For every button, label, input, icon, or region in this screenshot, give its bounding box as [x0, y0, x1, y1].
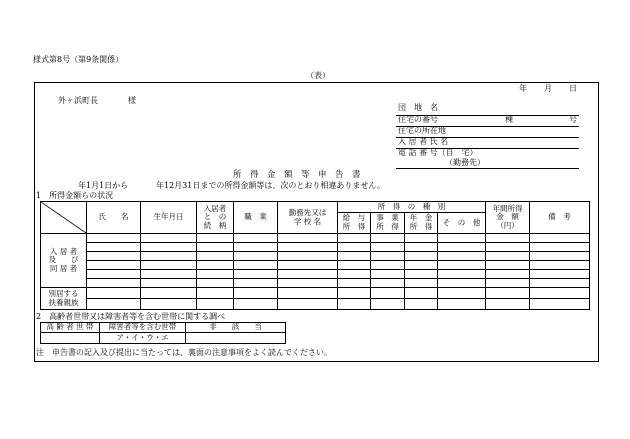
table-cell[interactable]: [234, 234, 278, 243]
table-cell[interactable]: [234, 288, 278, 299]
household-disabled-value[interactable]: ア・イ・ウ・エ: [100, 333, 186, 344]
date-month: 月: [544, 84, 552, 93]
table-cell[interactable]: [87, 243, 141, 252]
header-employer: 勤務先又は 学 校 名: [278, 202, 338, 234]
household-elderly-value[interactable]: [41, 333, 100, 344]
field-phone-line: [396, 168, 579, 169]
table-cell[interactable]: [197, 270, 234, 279]
header-other: そ の 他: [438, 213, 486, 234]
table-cell[interactable]: [438, 243, 486, 252]
intro-from: 年1月1日から: [78, 181, 129, 190]
table-cell[interactable]: [338, 252, 371, 261]
table-cell[interactable]: [338, 288, 371, 299]
table-cell[interactable]: [197, 243, 234, 252]
table-cell[interactable]: [530, 234, 590, 243]
table-cell[interactable]: [438, 252, 486, 261]
table-cell[interactable]: [338, 261, 371, 270]
table-cell[interactable]: [405, 270, 438, 279]
table-cell[interactable]: [438, 299, 486, 310]
household-header-disabled: 障害者等を含む世帯: [100, 323, 186, 333]
table-cell[interactable]: [87, 299, 141, 310]
header-income-type: 所 得 の 種 別: [338, 202, 486, 213]
table-cell[interactable]: [371, 288, 405, 299]
table-cell[interactable]: [338, 299, 371, 310]
table-cell[interactable]: [405, 261, 438, 270]
table-cell[interactable]: [371, 299, 405, 310]
table-cell[interactable]: [234, 279, 278, 288]
intro-to: 年12月31日までの所得金額等は、次のとおり相違ありません。: [156, 181, 385, 190]
field-resident: 入 居 者 氏 名: [398, 137, 449, 146]
header-name: 氏 名: [87, 202, 141, 234]
header-pension: 年 金 所 得: [405, 213, 438, 234]
table-cell[interactable]: [530, 288, 590, 299]
table-cell[interactable]: [87, 288, 141, 299]
household-header-none: 非 該 当: [186, 323, 286, 333]
table-row: [41, 243, 590, 252]
table-row: [41, 252, 590, 261]
table-cell[interactable]: [278, 261, 338, 270]
field-house-no: 住宅の番号: [398, 115, 438, 124]
table-cell[interactable]: [530, 261, 590, 270]
table-cell[interactable]: [530, 243, 590, 252]
household-table: [40, 322, 286, 344]
table-cell[interactable]: [278, 252, 338, 261]
table-cell[interactable]: [278, 243, 338, 252]
footnote: 注 申告書の記入及び提出に当たっては、裏面の注意事項をよく読んでください。: [36, 348, 332, 357]
table-cell[interactable]: [371, 279, 405, 288]
income-table: [40, 201, 590, 310]
date-year: 年: [519, 84, 527, 93]
table-cell[interactable]: [530, 279, 590, 288]
table-cell[interactable]: [234, 252, 278, 261]
table-cell[interactable]: [278, 279, 338, 288]
section1-heading: 1 所得金額らの状況: [36, 191, 114, 200]
field-address: 住宅の所在地: [398, 126, 446, 135]
table-cell[interactable]: [87, 261, 141, 270]
table-cell[interactable]: [371, 252, 405, 261]
addressee-name: 外ヶ浜町長: [58, 96, 98, 105]
table-cell[interactable]: [530, 270, 590, 279]
table-cell[interactable]: [197, 299, 234, 310]
table-cell[interactable]: [438, 270, 486, 279]
table-cell[interactable]: [141, 299, 197, 310]
field-danchi: 団 地 名: [398, 103, 438, 112]
table-cell[interactable]: [87, 234, 141, 243]
date-day: 日: [569, 84, 577, 93]
table-cell[interactable]: [371, 234, 405, 243]
table-cell[interactable]: [87, 252, 141, 261]
field-phone: 電 話 番 号（自 宅）: [398, 148, 478, 157]
table-cell[interactable]: [197, 234, 234, 243]
header-relation: 入居者 と の 続 柄: [197, 202, 234, 234]
table-cell[interactable]: [338, 270, 371, 279]
header-diagonal-cell: [41, 202, 87, 234]
table-cell[interactable]: [234, 261, 278, 270]
form-title: 所 得 金 額 等 申 告 書: [233, 170, 361, 180]
table-cell[interactable]: [234, 243, 278, 252]
household-none-value[interactable]: [186, 333, 286, 344]
table-cell[interactable]: [486, 279, 530, 288]
table-row: [41, 299, 590, 310]
table-cell[interactable]: [530, 252, 590, 261]
household-header-elderly: 高 齢 者 世 帯: [41, 323, 100, 333]
table-cell[interactable]: [486, 234, 530, 243]
table-cell[interactable]: [486, 270, 530, 279]
table-cell[interactable]: [141, 261, 197, 270]
table-cell[interactable]: [405, 299, 438, 310]
table-cell[interactable]: [197, 252, 234, 261]
field-house-no-go: 号: [569, 115, 577, 124]
table-cell[interactable]: [405, 234, 438, 243]
table-cell[interactable]: [486, 288, 530, 299]
table-cell[interactable]: [486, 252, 530, 261]
table-cell[interactable]: [87, 279, 141, 288]
table-cell[interactable]: [234, 299, 278, 310]
table-cell[interactable]: [197, 261, 234, 270]
form-number: 様式第8号（第9条関係）: [33, 55, 124, 64]
table-row: [41, 270, 590, 279]
table-cell[interactable]: [405, 252, 438, 261]
table-cell[interactable]: [338, 234, 371, 243]
table-cell[interactable]: [438, 261, 486, 270]
table-row: [41, 279, 590, 288]
table-cell[interactable]: [278, 299, 338, 310]
table-cell[interactable]: [141, 279, 197, 288]
table-cell[interactable]: [141, 243, 197, 252]
table-cell[interactable]: [87, 270, 141, 279]
field-house-no-mune: 棟: [505, 115, 513, 124]
table-cell[interactable]: [234, 270, 278, 279]
table-cell[interactable]: [197, 288, 234, 299]
table-cell[interactable]: [141, 252, 197, 261]
table-cell[interactable]: [486, 299, 530, 310]
table-cell[interactable]: [371, 261, 405, 270]
header-annual: 年間所得 金 額 （円）: [486, 202, 530, 234]
table-cell[interactable]: [338, 243, 371, 252]
field-phone-work: （勤務先）: [445, 158, 485, 167]
table-row: [41, 261, 590, 270]
table-cell[interactable]: [278, 234, 338, 243]
table-cell[interactable]: [438, 288, 486, 299]
table-cell[interactable]: [141, 270, 197, 279]
table-cell[interactable]: [405, 279, 438, 288]
header-business: 事 業 所 得: [371, 213, 405, 234]
table-cell[interactable]: [141, 288, 197, 299]
table-cell[interactable]: [486, 243, 530, 252]
table-cell[interactable]: [338, 279, 371, 288]
table-cell[interactable]: [278, 288, 338, 299]
table-cell[interactable]: [141, 234, 197, 243]
table-cell[interactable]: [371, 270, 405, 279]
group-residents: 入 居 者 及 び 同 居 者: [41, 234, 87, 288]
section2-heading: 2 高齢者世帯又は障害者等を含む世帯に関する調べ: [36, 312, 226, 321]
table-cell[interactable]: [371, 243, 405, 252]
table-cell[interactable]: [405, 243, 438, 252]
side-label: （表）: [306, 71, 330, 80]
table-cell[interactable]: [438, 234, 486, 243]
table-cell[interactable]: [438, 279, 486, 288]
table-cell[interactable]: [197, 279, 234, 288]
group-dependents: 別居する 扶養親族: [41, 288, 87, 310]
header-birth: 生年月日: [141, 202, 197, 234]
header-salary: 給 与 所 得: [338, 213, 371, 234]
table-cell[interactable]: [486, 261, 530, 270]
table-cell[interactable]: [278, 270, 338, 279]
table-cell[interactable]: [405, 288, 438, 299]
header-remarks: 備 考: [530, 202, 590, 234]
header-job: 職 業: [234, 202, 278, 234]
table-cell[interactable]: [530, 299, 590, 310]
addressee-honorific: 様: [128, 96, 136, 105]
